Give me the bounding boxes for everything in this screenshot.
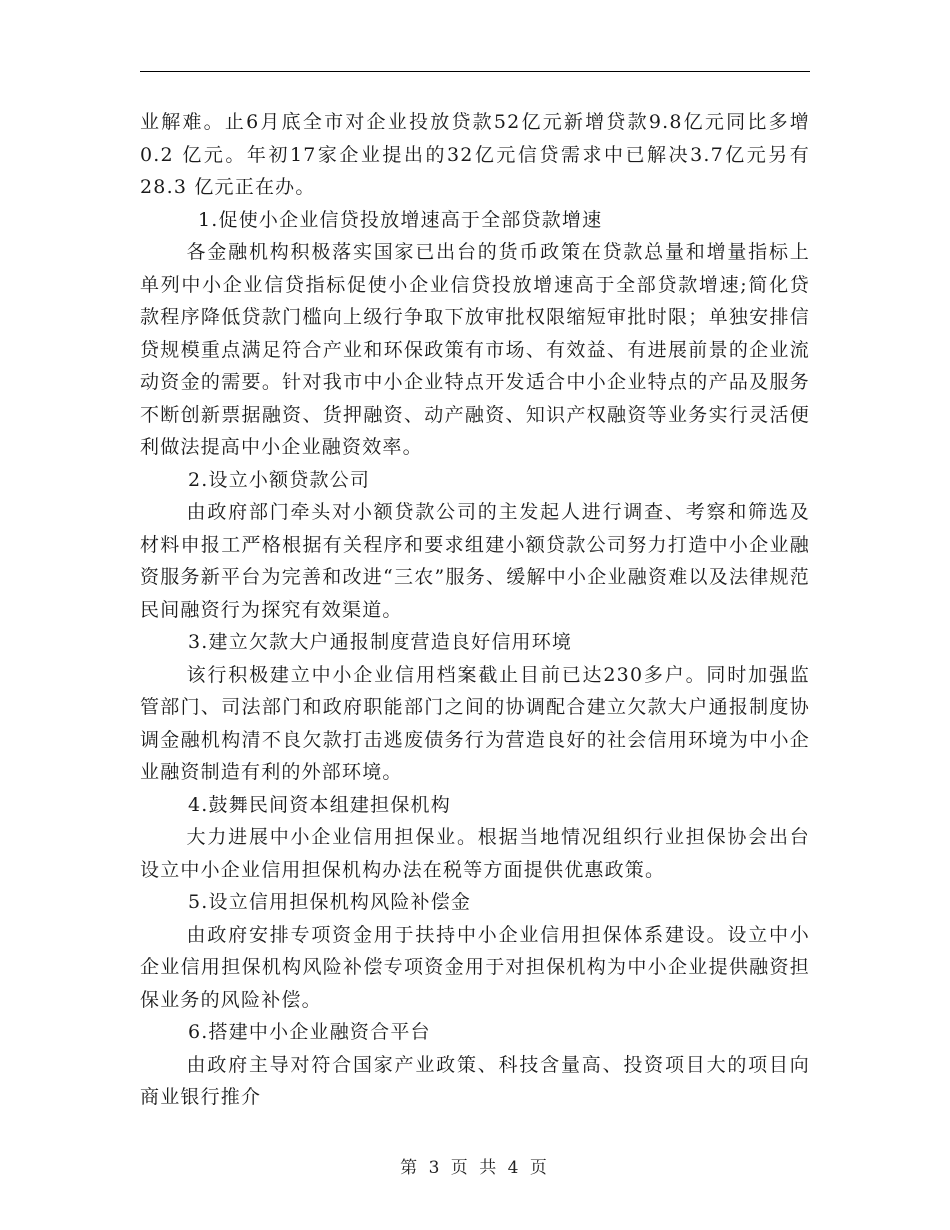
section-heading-3: 3.建立欠款大户通报制度营造良好信用环境 (188, 631, 573, 653)
paragraph: 大力进展中小企业信用担保业。根据当地情况组织行业担保协会出台设立中小企业信用担保机构办法在税等方面提供优惠政策。 (140, 826, 810, 881)
paragraph: 由政府安排专项资金用于扶持中小企业信用担保体系建设。设立中小企业信用担保机构风险补偿专项资金用于对担保机构为中小企业提供融资担保业务的风险补偿。 (140, 923, 810, 1011)
section-heading-6: 6.搭建中小企业融资合平台 (188, 1021, 431, 1043)
section-heading-2: 2.设立小额贷款公司 (188, 468, 371, 491)
section-heading-5: 5.设立信用担保机构风险补偿金 (188, 891, 472, 913)
paragraph: 业解难。止6月底全市对企业投放贷款52亿元新增贷款9.8亿元同比多增0.2 亿元。年初17家企业提出的32亿元信贷需求中已解决3.7亿元另有28.3 亿元正在办。 (140, 111, 810, 198)
paragraph: 由政府主导对符合国家产业政策、科技含量高、投资项目大的项目向商业银行推介 (140, 1053, 810, 1108)
header-rule (140, 71, 810, 72)
document-body (140, 106, 810, 1114)
section-heading-4: 4.鼓舞民间资本组建担保机构 (188, 793, 451, 816)
paragraph: 各金融机构积极落实国家已出台的货币政策在贷款总量和增量指标上单列中小企业信贷指标促使小企业信贷投放增速高于全部贷款增速;简化贷款程序降低贷款门槛向上级行争取下放审批权限缩短审批时限；单独安排信贷规模重点满足符合产业和环保政策有市场、有效益、有进展前景的企业流动资金的需要。针对我市中小企业特点开发适合中小企业特点的产品及服务不断创新票据融资、货押融资、动产融资、知识产权融资等业务实行灵活便利做法提高中小企业融资效率。 (140, 241, 810, 458)
section-heading-1: 1.促使小企业信贷投放增速高于全部贷款增速 (198, 208, 603, 231)
paragraph: 由政府部门牵头对小额贷款公司的主发起人进行调查、考察和筛选及材料申报工严格根据有关程序和要求组建小额贷款公司努力打造中小企业融资服务新平台为完善和改进“三农”服务、缓解中小企业融资难以及法律规范民间融资行为探究有效渠道。 (140, 501, 810, 621)
page-number-footer: 第 3 页 共 4 页 (400, 1158, 550, 1178)
paragraph: 该行积极建立中小企业信用档案截止目前已达230多户。同时加强监管部门、司法部门和政府职能部门之间的协调配合建立欠款大户通报制度协调金融机构清不良欠款打击逃废债务行为营造良好的社会信用环境为中小企业融资制造有利的外部环境。 (140, 663, 810, 783)
